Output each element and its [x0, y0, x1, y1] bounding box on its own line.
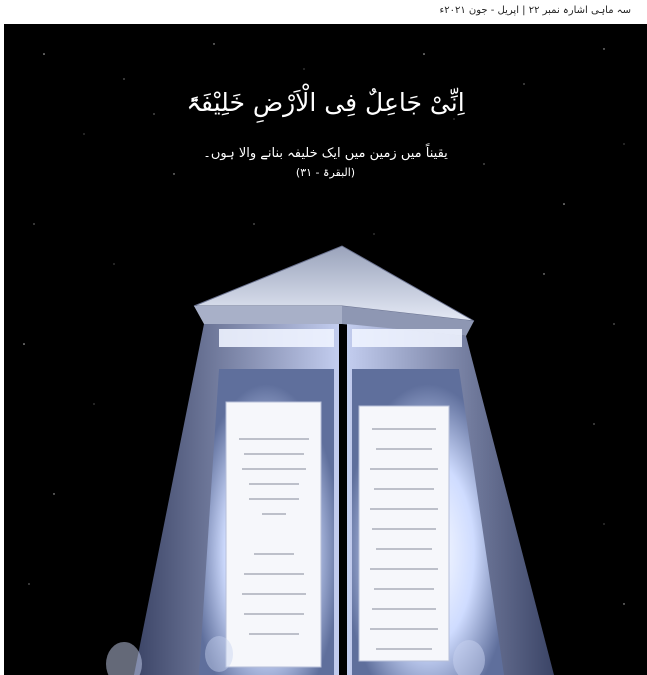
page-header	[0, 0, 647, 24]
quran-verse-arabic: اِنِّیْ جَاعِلٌ فِی الْاَرْضِ خَلِیْفَۃً	[186, 88, 465, 117]
verse-reference: (البقرۃ - ۳۱)	[295, 166, 356, 179]
cover-photo	[4, 24, 647, 675]
monument-icon	[4, 24, 647, 675]
verse-translation: یقیناً میں زمین میں ایک خلیفہ بنانے والا ہوں۔	[203, 146, 448, 161]
issue-info: سہ ماہی اشارہ نمبر ۲۲ | اپریل - جون ۲۰۲۱ء	[439, 5, 631, 16]
